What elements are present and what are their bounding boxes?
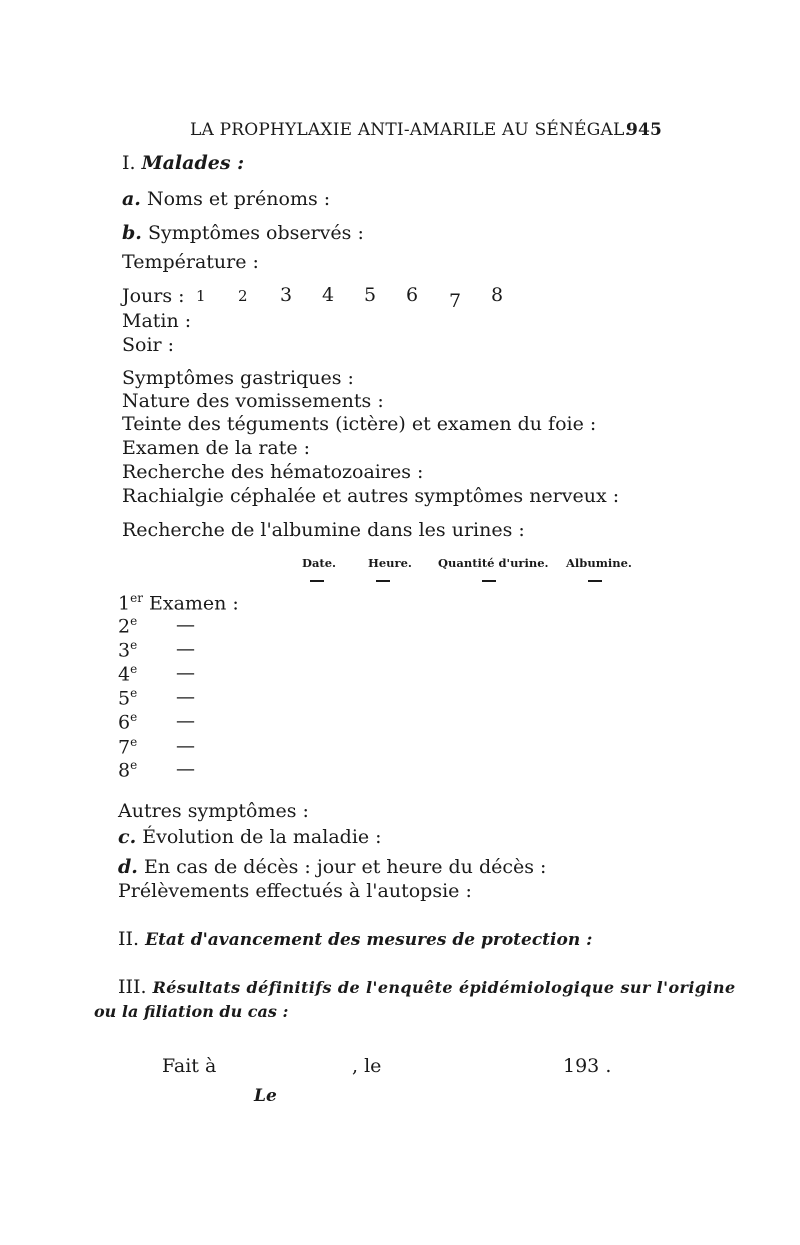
table-header-heure: Heure. [368,556,412,570]
exam-num: 6 [118,711,131,734]
section-i-title: Malades : [141,152,245,174]
table-header-albumine: Albumine. [566,556,632,570]
day-3: 3 [280,284,293,306]
exam-row [118,735,137,758]
exam-row-1 [118,591,239,614]
le-label: , le [352,1055,382,1077]
year-period: . [605,1055,612,1077]
exam-num: 4 [118,663,131,686]
exam-dash: — [176,710,195,732]
item-d [118,856,546,878]
exam-sup: e [130,638,138,652]
exam-dash: — [176,614,195,636]
exam-row [118,638,137,661]
day-6: 6 [406,284,419,306]
exam-sup: e [130,710,138,724]
header-underline [376,580,390,582]
exam-num: 7 [118,736,131,759]
exam-row [118,758,137,781]
item-b [122,222,364,244]
exam-dash: — [176,758,195,780]
fait-a-label: Fait à [162,1055,217,1077]
matin-label: Matin : [122,310,192,332]
prelevements: Prélèvements effectués à l'autopsie : [118,880,472,902]
section-i-heading [122,152,244,174]
running-title: LA PROPHYLAXIE ANTI-AMARILE AU SÉNÉGAL. [190,120,631,140]
soir-label: Soir : [122,334,175,356]
symptom-line: Recherche des hématozoaires : [122,461,424,483]
symptom-line: Rachialgie céphalée et autres symptômes nerveux : [122,485,620,507]
exam-dash: — [176,686,195,708]
exam-row [118,614,137,637]
section-iii-title-line2: ou la filiation du cas : [94,1002,289,1021]
day-5: 5 [364,284,377,306]
symptom-line: Symptômes gastriques : [122,367,354,389]
item-b-text: Symptômes observés : [147,222,364,244]
exam-dash: — [176,638,195,660]
exam-num: 5 [118,687,131,710]
autres-symptomes: Autres symptômes : [118,800,309,822]
exam-row [118,662,137,685]
page-number: 945 [626,120,663,140]
item-c-text: Évolution de la maladie : [142,826,382,848]
day-7: 7 [449,290,462,312]
exam-sup: er [130,591,143,605]
day-4: 4 [322,284,335,306]
item-d-letter: d. [118,856,138,878]
albumine-title: Recherche de l'albumine dans les urines : [122,519,525,541]
jours-label: Jours : [122,285,185,307]
exam-sup: e [130,614,138,628]
exam-dash: — [176,662,195,684]
section-iii-heading [118,976,736,998]
symptom-line: Teinte des téguments (ictère) et examen du foie : [122,413,597,435]
day-8: 8 [491,284,504,306]
exam-sup: e [130,686,138,700]
table-header-quantite: Quantité d'urine. [438,556,549,570]
header-underline [310,580,324,582]
table-header-date: Date. [302,556,337,570]
section-i-numeral: I. [122,152,136,174]
exam-sup: e [130,662,138,676]
symptom-line: Examen de la rate : [122,437,311,459]
day-2: 2 [238,287,248,305]
exam-row [118,710,137,733]
section-ii-title: Etat d'avancement des mesures de protection : [145,930,593,950]
day-1: 1 [196,287,206,305]
section-iii-title-line1: Résultats définitifs de l'enquête épidémiologique sur l'origine [152,978,736,997]
exam-sup: e [130,735,138,749]
exam-sup: e [130,758,138,772]
item-d-text: En cas de décès : jour et heure du décès : [143,856,547,878]
item-a [122,188,330,210]
exam-num: 2 [118,615,131,638]
item-a-letter: a. [122,188,141,210]
item-a-text: Noms et prénoms : [146,188,331,210]
exam-dash: — [176,735,195,757]
section-ii-heading [118,928,592,950]
exam-row [118,686,137,709]
symptom-line: Nature des vomissements : [122,390,384,412]
section-ii-numeral: II. [118,928,140,950]
exam-label: Examen : [148,592,239,615]
temperature-label: Température : [122,251,259,273]
header-underline [482,580,496,582]
item-b-letter: b. [122,222,142,244]
header-underline [588,580,602,582]
item-c-letter: c. [118,826,137,848]
signature-le: Le [254,1086,277,1106]
year-label [563,1055,611,1077]
exam-num: 1 [118,592,131,615]
item-c [118,826,382,848]
exam-num: 8 [118,759,131,782]
year-value: 193 [563,1055,600,1077]
section-iii-numeral: III. [118,976,147,998]
exam-num: 3 [118,639,131,662]
